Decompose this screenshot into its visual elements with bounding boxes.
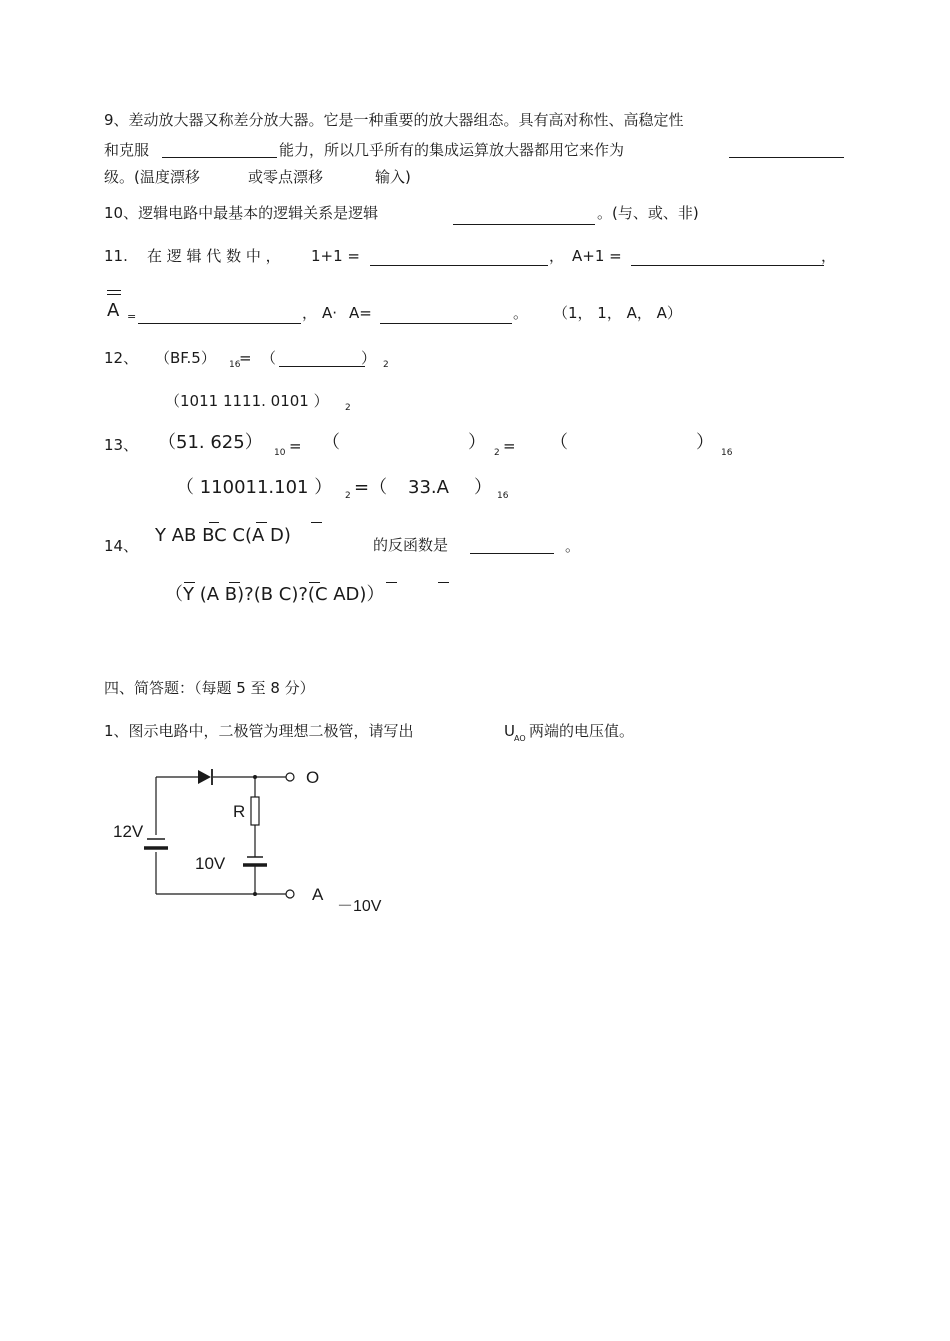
q12-lhs: （BF.5） (155, 349, 216, 367)
q13-sub2: 16 (721, 448, 733, 458)
q11-blank-2[interactable] (631, 265, 824, 266)
q11-expr3b: A= (349, 304, 372, 322)
junction-bottom (253, 892, 257, 896)
q14-blank[interactable] (470, 553, 554, 554)
circuit-diagram (100, 760, 400, 920)
q14-bar-a (311, 522, 322, 523)
q13-answer-eq: =（ (354, 477, 388, 498)
q9-blank-1[interactable] (162, 157, 277, 158)
q13-open1: （ (322, 432, 340, 453)
q12-answer-sub: 2 (345, 403, 351, 413)
q11-double-bar-2 (107, 294, 121, 295)
q13-sub1: 2 (494, 448, 500, 458)
s1-text2: 两端的电压值。 (529, 722, 635, 740)
q12-lhs-sub: 16 (229, 360, 241, 370)
q11-text: 在 逻 辑 代 数 中 ， (147, 247, 281, 265)
q9-line3-mid: 或零点漂移 (248, 168, 324, 186)
label-a: A (312, 885, 324, 904)
s1-var-sub: AO (514, 734, 526, 743)
q14-end: 。 (565, 537, 581, 555)
q9-line3-start: 级。(温度漂移 (104, 168, 200, 186)
q9-blank-2[interactable] (729, 157, 844, 158)
q12-blank[interactable] (279, 366, 365, 367)
section4-title: 四、简答题：（每题 5 至 8 分） (104, 679, 315, 697)
q10-blank[interactable] (453, 224, 595, 225)
terminal-a (286, 890, 294, 898)
q13-num: 13、 (104, 436, 139, 454)
q9-line2-start: 和克服 (104, 141, 150, 159)
q11-blank-1[interactable] (370, 265, 548, 266)
diode-icon (198, 770, 211, 784)
label-12v: 12V (113, 822, 144, 841)
q13-lhs: （51. 625） (158, 432, 263, 453)
q13-lhs-sub: 10 (274, 448, 286, 458)
q11-blank-3[interactable] (138, 323, 301, 324)
label-o: O (306, 768, 320, 787)
q11-answer: （1， 1， A， A） (553, 304, 682, 322)
q14-num: 14、 (104, 537, 139, 555)
s1-var: U (504, 722, 515, 740)
q11-abar: A (107, 300, 120, 321)
q9-line3-end: 输入) (375, 168, 411, 186)
terminal-o (286, 773, 294, 781)
q13-open2: （ (550, 432, 568, 453)
circuit-answer: －10V (337, 898, 382, 915)
q12-close: ） (361, 349, 377, 367)
q13-eq2: = (503, 437, 516, 455)
q11-lead: 11. (104, 247, 128, 265)
q9-line1: 9、差动放大器又称差分放大器。它是一种重要的放大器组态。具有高对称性、高稳定性 (104, 111, 684, 129)
q12-eq: = (239, 349, 252, 367)
q10-answer: 。(与、或、非) (597, 204, 699, 222)
q11-blank-4[interactable] (380, 323, 512, 324)
q12-open: （ (261, 349, 277, 367)
q14-ans-bar-y (184, 582, 195, 583)
s1-text: 1、图示电路中，二极管为理想二极管，请写出 (104, 722, 414, 740)
q11-expr1: 1+1 = (311, 247, 360, 265)
q11-comma3: ， (302, 304, 318, 322)
q14-bar-b (209, 522, 219, 523)
q11-double-bar-1 (107, 290, 121, 291)
label-r: R (233, 802, 246, 821)
q13-close1: ） (468, 432, 486, 453)
q13-answer-sub1: 2 (345, 491, 351, 501)
q11-eq: = (127, 310, 137, 323)
q14-ans-bar-d (438, 582, 449, 583)
q14-expr: Y AB BC C(A D) (155, 525, 291, 546)
q13-close2: ） (696, 432, 714, 453)
q13-eq: = (289, 437, 302, 455)
q12-rhs-sub: 2 (383, 360, 389, 370)
q12-answer: （1011 1111. 0101 ） (165, 392, 329, 410)
q14-text: 的反函数是 (373, 536, 449, 554)
q13-answer-sub2: 16 (497, 491, 509, 501)
q14-bar-c (256, 522, 267, 523)
q11-comma1: ， (549, 247, 565, 265)
label-10v: 10V (195, 854, 226, 873)
q11-expr2: A+1 = (572, 247, 622, 265)
q9-line2-end: 能力，所以几乎所有的集成运算放大器都用它来作为 (279, 141, 625, 159)
q10-text: 10、逻辑电路中最基本的逻辑关系是逻辑 (104, 204, 379, 222)
q14-answer: （Y (A B)?(B C)?(C AD)） (165, 584, 385, 605)
q11-comma2: ， (821, 247, 837, 265)
q12-num: 12、 (104, 349, 139, 367)
resistor-r (251, 797, 259, 825)
junction-top (253, 775, 257, 779)
q14-ans-bar-b (309, 582, 320, 583)
q13-answer2: 33.A (408, 477, 449, 498)
q13-answer1: （ 110011.101 ） (176, 477, 333, 498)
q11-expr3a: A· (322, 304, 338, 322)
q11-end: 。 (513, 304, 529, 322)
q14-ans-bar-c (386, 582, 397, 583)
q14-ans-bar-a (229, 582, 240, 583)
q13-answer-close: ） (474, 477, 492, 498)
